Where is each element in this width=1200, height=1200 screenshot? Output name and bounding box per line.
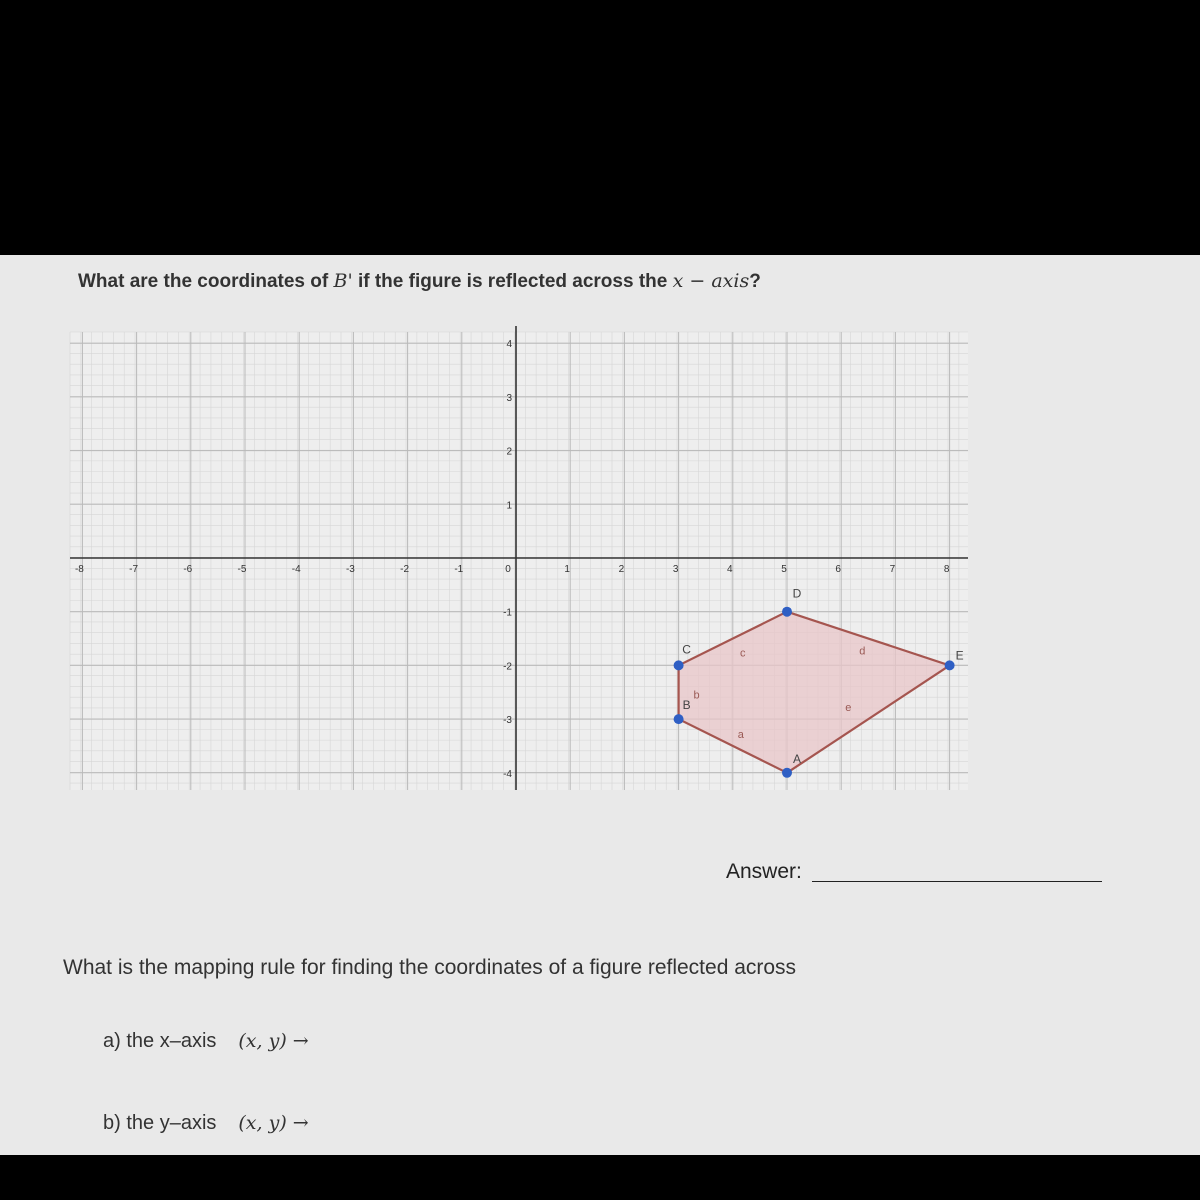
vertex-point-E <box>945 660 955 670</box>
x-tick-label: 0 <box>505 564 511 575</box>
vertex-point-A <box>782 768 792 778</box>
y-tick-label: -1 <box>503 607 512 619</box>
x-tick-label: 6 <box>835 564 841 575</box>
question-1-axis: x − axis <box>672 270 750 292</box>
rule-x-axis <box>103 1030 309 1053</box>
y-tick-label: -2 <box>503 661 512 673</box>
rule-y-axis-math: (x, y) → <box>238 1112 309 1134</box>
question-2: What is the mapping rule for finding the coordinates of a figure reflected across <box>63 956 797 979</box>
side-label-c: c <box>740 647 746 660</box>
question-1-var: B' <box>333 270 353 292</box>
y-tick-label: 2 <box>506 446 512 458</box>
side-label-d: d <box>859 645 866 658</box>
vertex-label-C: C <box>682 642 691 657</box>
x-tick-label: -4 <box>291 564 301 575</box>
rule-x-axis-math: (x, y) → <box>238 1030 309 1052</box>
rule-x-axis-label: a) the x–axis <box>103 1030 217 1052</box>
vertex-label-A: A <box>792 751 802 766</box>
x-tick-label: 5 <box>781 564 787 575</box>
x-tick-label: 7 <box>889 564 896 575</box>
x-tick-label: 2 <box>618 564 625 575</box>
question-1-middle: if the figure is reflected across the <box>352 271 673 292</box>
x-tick-label: -3 <box>345 564 355 575</box>
y-tick-label: 1 <box>506 500 512 512</box>
answer-label: Answer: <box>726 860 802 883</box>
x-tick-label: 8 <box>943 564 950 575</box>
side-label-a: a <box>737 728 744 741</box>
y-tick-label: -3 <box>503 715 512 727</box>
side-label-e: e <box>845 702 852 715</box>
rule-y-axis-label: b) the y–axis <box>103 1112 217 1134</box>
x-tick-label: 1 <box>564 564 570 575</box>
vertex-label-D: D <box>792 586 802 601</box>
question-1-prefix: What are the coordinates of <box>78 271 334 292</box>
x-tick-label: -7 <box>129 564 139 575</box>
x-tick-label: -2 <box>400 564 410 575</box>
y-tick-label: 3 <box>506 392 512 404</box>
y-tick-label: 4 <box>506 339 512 351</box>
side-label-b: b <box>693 689 700 702</box>
x-tick-label: -8 <box>74 564 84 575</box>
rule-y-axis <box>103 1112 309 1135</box>
x-tick-label: 4 <box>727 564 733 575</box>
vertex-point-D <box>782 607 792 617</box>
vertex-point-B <box>674 714 684 724</box>
y-tick-label: -4 <box>503 768 512 780</box>
x-tick-label: -6 <box>183 564 193 575</box>
answer-blank[interactable] <box>812 881 1102 882</box>
x-tick-label: -5 <box>237 564 247 575</box>
question-1-suffix: ? <box>749 271 761 292</box>
vertex-label-E: E <box>955 648 964 663</box>
vertex-point-C <box>674 660 684 670</box>
x-tick-label: 3 <box>672 564 679 575</box>
vertex-label-B: B <box>682 698 691 713</box>
x-tick-label: -1 <box>454 564 464 575</box>
